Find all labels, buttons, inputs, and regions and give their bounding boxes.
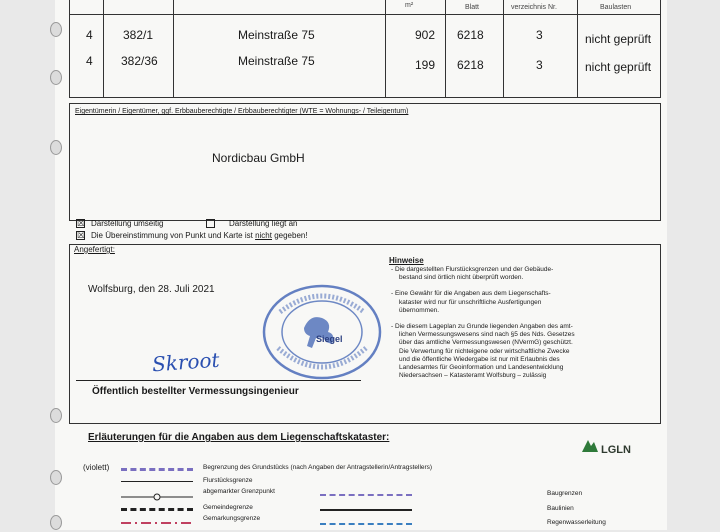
checkbox-liegt-an[interactable] (206, 219, 215, 228)
binder-ring (50, 515, 62, 530)
cell-flaeche: 199 (415, 58, 436, 72)
legend-symbol-boundary (121, 468, 193, 471)
cell-baulasten: nicht geprüft (585, 60, 652, 74)
checkbox-umseitig-label: Darstellung umseitig (91, 219, 164, 228)
cell-flur: 4 (86, 54, 93, 68)
owner-box (69, 103, 661, 221)
binder-ring (50, 470, 62, 485)
official-seal (260, 282, 385, 382)
cell-flurstueck: 382/1 (123, 28, 154, 42)
binder-ring (50, 70, 62, 85)
cell-lage: Meinstraße 75 (238, 54, 315, 68)
legend-item-boundary: Begrenzung des Grundstücks (nach Angaben der Antragstellerin/Antragstellers) (203, 464, 433, 471)
emphasis-nicht: nicht (255, 231, 272, 240)
owner-name: Nordicbau GmbH (212, 151, 305, 165)
list-item: - Eine Gewähr für die Angaben aus dem Liegenschafts- kataster wird nur für unschriftliche Ausfertigungen übernommen. (391, 290, 551, 314)
legend-symbol-municipal (121, 508, 193, 511)
legend-item-building-limit: Baugrenzen (547, 490, 583, 497)
owner-heading: Eigentümerin / Eigentümer, ggf. Erbbauberechtigte / Erbbauberechtigter (WTE = Wohnungs- / Teileigentum) (75, 108, 409, 115)
seal-label: Siegel (316, 334, 343, 344)
legend-symbol-building-line (320, 509, 412, 511)
lgln-logo-text: LGLN (601, 444, 631, 456)
binder-ring (50, 408, 62, 423)
place-date: Wolfsburg, den 28. Juli 2021 (88, 284, 215, 295)
header-sheet: Blatt (465, 4, 480, 11)
legend-item-parcel-line: Flurstücksgrenze (203, 477, 253, 484)
cell-flurstueck: 382/36 (121, 54, 158, 68)
cell-nr: 3 (536, 28, 543, 42)
document-sheet (55, 0, 667, 530)
list-item: - Die dargestellten Flurstücksgrenzen und der Gebäude- bestand sind örtlich nicht überprüft worden. (391, 266, 554, 282)
legend-item-building-line: Baulinien (547, 505, 574, 512)
legend-item-marked-point: abgemarkter Grenzpunkt (203, 488, 275, 495)
legend-item-district: Gemarkungsgrenze (203, 515, 261, 522)
signer-title: Öffentlich bestellter Vermessungsingenieur (92, 386, 299, 397)
header-directory-nr: verzeichnis Nr. (511, 4, 557, 11)
lgln-logo (581, 438, 599, 459)
legend-symbol-district (121, 514, 193, 522)
binder-ring (50, 22, 62, 37)
checkbox-umseitig[interactable]: ☒ (77, 218, 86, 228)
notes-heading: Hinweise (389, 256, 424, 265)
cell-flaeche: 902 (415, 28, 436, 42)
legend-symbol-parcel-line (121, 481, 193, 482)
list-item: - Die diesem Lageplan zu Grunde liegenden Angaben des amt- lichen Vermessungswesens sind nach §5 des Nds. Gesetzes über das amtliche Vermessungswesen (NVermG) geschützt. Die Verwertung für nichteigene oder wirtschaftliche Zwecke und die öffentliche Wiedergabe ist nur mit Erlaubnis des Landesamtes für Geoinformation und Landesentwicklung Niedersachsen – Katasteramt Wolfsburg – zulässig (391, 323, 575, 380)
checkbox-liegt-an-label: Darstellung liegt an (229, 219, 298, 228)
signature: Skroot (151, 347, 221, 377)
legend-heading: Erläuterungen für die Angaben aus dem Liegenschaftskataster: (88, 432, 390, 443)
legend-item-rain-pipe: Regenwasserleitung (547, 519, 606, 526)
header-encumbrances: Baulasten (600, 4, 632, 11)
notes-list (391, 266, 575, 380)
legend-symbol-rain-pipe (320, 523, 412, 525)
legend-violet-label: (violett) (83, 463, 110, 472)
legend-symbol-marked-point (121, 488, 193, 496)
cell-flur: 4 (86, 28, 93, 42)
legend-symbol-building-limit (320, 494, 412, 496)
cell-baulasten: nicht geprüft (585, 32, 652, 46)
cell-lage: Meinstraße 75 (238, 28, 315, 42)
checkbox-uebereinstimmung[interactable]: ☒ (77, 230, 86, 240)
checkbox-uebereinstimmung-label: Die Übereinstimmung von Punkt und Karte ist nicht gegeben! (91, 231, 308, 240)
binder-ring (50, 140, 62, 155)
cell-nr: 3 (536, 58, 543, 72)
cell-blatt: 6218 (457, 58, 484, 72)
header-area-unit: m² (405, 2, 414, 9)
cell-blatt: 6218 (457, 28, 484, 42)
certification-heading: Angefertigt: (74, 245, 115, 254)
legend-item-municipal: Gemeindegrenze (203, 504, 253, 511)
